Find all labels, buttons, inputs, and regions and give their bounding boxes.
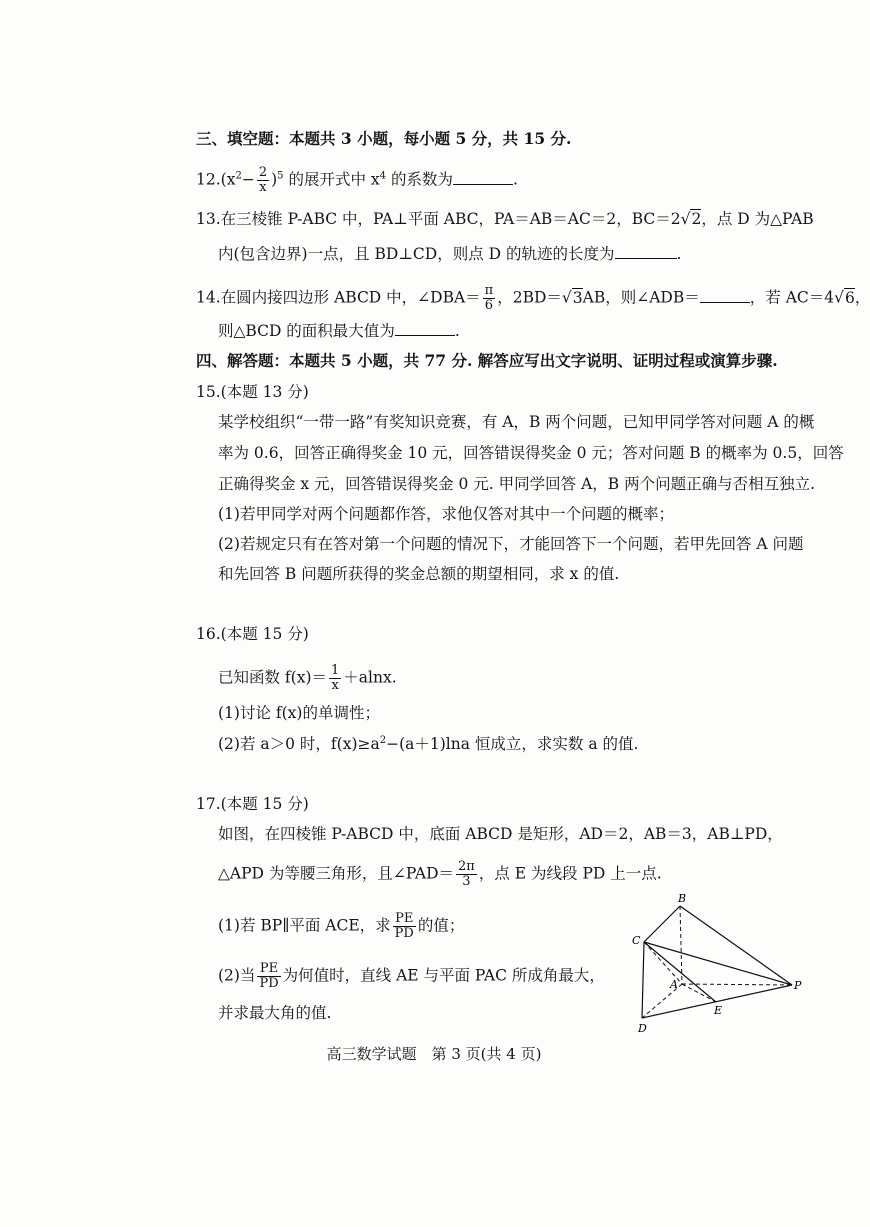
q16-fraction xyxy=(329,664,341,693)
q13-answer-blank[interactable] xyxy=(615,244,677,259)
q15-line3: 正确得奖金 x 元，回答错误得奖金 0 元. 甲同学回答 A，B 两个问题正确与否相互独立. xyxy=(218,475,816,493)
edge-CP xyxy=(644,942,792,985)
q12-fraction xyxy=(257,166,269,195)
q14-part4: ，若 AC＝4 xyxy=(749,288,835,307)
q16-header: 16.(本题 15 分) xyxy=(196,625,309,643)
q12-suffix: ) xyxy=(271,170,278,189)
q14-line2-end: . xyxy=(454,322,460,340)
q12-num: 12. xyxy=(196,170,221,189)
q13-sqrt: 2 xyxy=(691,210,702,228)
q12-frac-num: 2 xyxy=(258,165,268,180)
q15-line6: 和先回答 B 问题所获得的奖金总额的期望相同，求 x 的值. xyxy=(218,565,620,583)
q17-header: 17.(本题 15 分) xyxy=(196,795,309,813)
q14-part5: ， xyxy=(854,288,870,307)
q14-sqrt2: 6 xyxy=(845,288,855,307)
q16-line3 xyxy=(218,733,638,755)
q14-part3: AB，则∠ADB＝ xyxy=(582,288,700,307)
q16-frac-den: x xyxy=(331,678,339,693)
q12-exp2: 4 xyxy=(379,170,387,182)
section3-header: 三、填空题：本题共 3 小题，每小题 5 分，共 15 分. xyxy=(196,129,572,148)
q17-fraction xyxy=(456,860,477,889)
q17-frac-2 xyxy=(257,962,280,991)
q14-answer-blank-2[interactable] xyxy=(395,321,455,336)
edge-AE xyxy=(682,984,716,1002)
q14-frac-num: π xyxy=(484,283,494,298)
q17-line4a: (2)当 xyxy=(218,966,256,985)
q12-text2: 的系数为 xyxy=(390,170,453,189)
q17-frac-1 xyxy=(393,912,416,941)
q16-line2: (1)讨论 f(x)的单调性； xyxy=(218,704,380,722)
edge-CD xyxy=(642,942,644,1018)
q17-line4b: 为何值时，直线 AE 与平面 PAC 所成角最大， xyxy=(282,966,605,985)
q17-frac1-num: PE xyxy=(393,912,416,927)
q16-line1 xyxy=(218,664,397,693)
q17-frac2-num: PE xyxy=(257,962,280,977)
q12-minus: − xyxy=(241,170,255,189)
edge-BC xyxy=(644,906,680,942)
pyramid-figure xyxy=(622,888,822,1038)
q12-answer-blank[interactable] xyxy=(453,170,513,185)
q17-line4 xyxy=(218,962,605,991)
q17-frac2-den: PD xyxy=(259,976,279,991)
label-C: C xyxy=(632,934,641,947)
question-14-line1: 14.在圆内接四边形 ABCD 中，∠DBA＝ $\frac{\pi}{6}$ ，2BD＝√3AB，则∠ADB＝ ，若 AC＝4√6， xyxy=(196,283,870,313)
question-12: $12.(x^2-$ $\frac{2}{x}$ )$^5$ 的展开式中 $x^4$ 的系数为 . xyxy=(196,165,518,195)
page-footer: 高三数学试题 第 3 页(共 4 页) xyxy=(326,1045,542,1063)
q17-line2b: ，点 E 为线段 PD 上一点. xyxy=(478,864,662,883)
q15-line4: (1)若甲同学对两个问题都作答，求他仅答对其中一个问题的概率； xyxy=(218,505,674,523)
q17-frac-num: 2π xyxy=(458,859,475,874)
section4-header: 四、解答题：本题共 5 小题，共 77 分. 解答应写出文字说明、证明过程或演算步骤. xyxy=(196,351,778,370)
question-13-line2 xyxy=(218,243,681,265)
q17-line3b: 的值； xyxy=(417,916,465,935)
q12-prefix: (x xyxy=(220,170,236,189)
q13-line1-end: ，点 D 为△PAB xyxy=(701,210,814,228)
edge-CE xyxy=(644,942,716,1002)
q14-fraction xyxy=(483,284,496,313)
q16-frac-num: 1 xyxy=(331,663,340,678)
label-E: E xyxy=(714,1004,723,1017)
q17-line5: 并求最大角的值. xyxy=(218,1004,332,1022)
q17-line2 xyxy=(218,860,662,889)
q14-part2: ，2BD＝ xyxy=(497,288,562,307)
q13-line2-end: . xyxy=(676,245,682,263)
q15-line2: 率为 0.6，回答正确得奖金 10 元，回答错误得奖金 0 元；答对问题 B 的概率为 0.5，回答 xyxy=(218,444,844,462)
q17-line2a: △APD 为等腰三角形，且∠PAD＝ xyxy=(218,864,455,883)
q17-line3 xyxy=(218,912,464,941)
q12-exp: 5 xyxy=(277,170,284,182)
q16-line1b: ＋alnx. xyxy=(343,668,397,687)
q15-line5: (2)若规定只有在答对第一个问题的情况下，才能回答下一个问题，若甲先回答 A 问题 xyxy=(218,535,804,553)
question-14-line2 xyxy=(218,320,460,342)
q13-line1-text: 13.在三棱锥 P-ABC 中，PA⊥平面 ABC，PA＝AB＝AC＝2，BC＝2 xyxy=(196,210,681,228)
edge-AP xyxy=(682,984,792,985)
q14-part1: 14.在圆内接四边形 ABCD 中，∠DBA＝ xyxy=(196,288,481,307)
q14-sqrt: 3 xyxy=(572,288,583,307)
q15-header: 15.(本题 13 分) xyxy=(196,383,309,401)
label-P: P xyxy=(794,979,802,992)
q17-line1: 如图，在四棱锥 P-ABCD 中，底面 ABCD 是矩形，AD＝2，AB＝3，AB⊥PD， xyxy=(218,825,783,843)
q15-line1: 某学校组织“一带一路”有奖知识竞赛，有 A，B 两个问题，已知甲同学答对问题 A 的概 xyxy=(218,413,815,431)
q14-answer-blank-1[interactable] xyxy=(700,288,750,303)
label-A: A xyxy=(670,978,678,991)
q16-line3a: (2)若 a＞0 时，f(x)≥a xyxy=(218,735,380,753)
q14-frac-den: 6 xyxy=(484,298,494,313)
q17-line3a: (1)若 BP∥平面 ACE，求 xyxy=(218,916,391,935)
q17-frac-den: 3 xyxy=(462,874,471,889)
q14-line2-text: 则△BCD 的面积最大值为 xyxy=(218,322,395,340)
q12-frac-den: x xyxy=(259,180,267,195)
q16-line1a: 已知函数 f(x)＝ xyxy=(218,668,327,687)
question-13-line1: 13.在三棱锥 P-ABC 中，PA⊥平面 ABC，PA＝AB＝AC＝2，BC＝2√2，点 D 为△PAB xyxy=(196,210,814,228)
q12-end: . xyxy=(512,170,518,189)
q16-line3b: −(a＋1)lna 恒成立，求实数 a 的值. xyxy=(386,735,639,753)
label-B: B xyxy=(678,892,687,905)
q17-frac1-den: PD xyxy=(394,926,414,941)
edge-BP xyxy=(680,906,792,985)
q16-line3-exp: 2 xyxy=(379,735,387,746)
q12-text: 的展开式中 x xyxy=(288,170,380,189)
q13-line2-text: 内(包含边界)一点，且 BD⊥CD，则点 D 的轨迹的长度为 xyxy=(218,245,615,263)
label-D: D xyxy=(638,1022,647,1035)
